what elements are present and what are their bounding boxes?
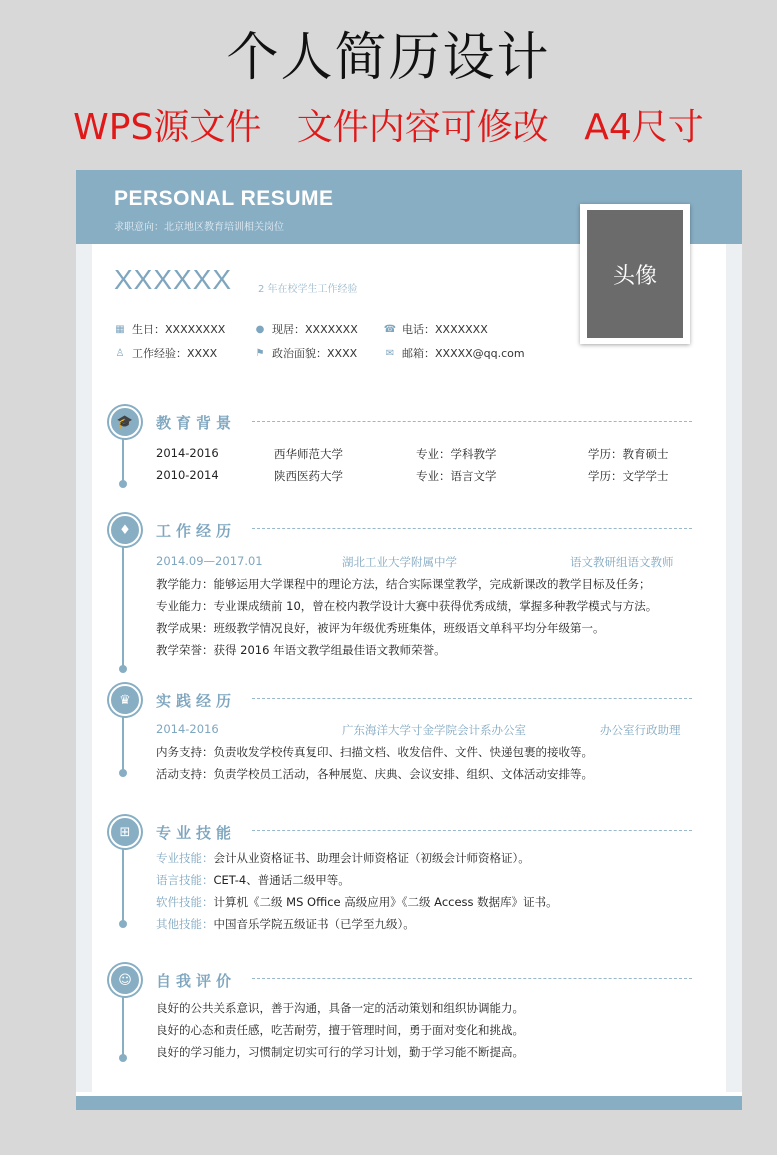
item-text: 计算机《二级 MS Office 高级应用》《二级 Access 数据库》证书。	[213, 895, 558, 909]
job-intent: 求职意向：北京地区教育培训相关岗位	[114, 222, 284, 233]
item-text: 能够运用大学课程中的理论方法，结合实际课堂教学，完成新课改的教学目标及任务；	[213, 577, 651, 591]
politics-text: 政治面貌：XXXX	[272, 347, 358, 360]
edu-period: 2014-2016	[156, 446, 219, 460]
banner-sub-3: A4尺寸	[584, 107, 704, 148]
person-icon: ♙	[115, 347, 125, 359]
self-line: 良好的公共关系意识，善于沟通，具备一定的活动策划和组织协调能力。	[156, 1001, 524, 1015]
item-text: 负责学校员工活动，各种展览、庆典、会议安排、组织、文体活动安排等。	[213, 767, 593, 781]
self-line: 良好的心态和责任感，吃苦耐劳，擅于管理时间，勇于面对变化和挑战。	[156, 1023, 524, 1037]
timeline-dot	[119, 480, 127, 488]
banner-subtitle	[0, 106, 777, 150]
item-text: 会计从业资格证书、助理会计师资格证（初级会计师资格证）。	[213, 851, 530, 865]
self-line: 良好的学习能力，习惯制定切实可行的学习计划，勤于学习能不断提高。	[156, 1045, 524, 1059]
item-label: 活动支持：	[156, 767, 214, 781]
item-label: 专业能力：	[156, 599, 214, 613]
graduation-cap-icon: 🎓	[109, 406, 141, 438]
work-role: 语文教研组语文教师	[570, 555, 674, 569]
experience-text: 工作经验：XXXX	[132, 347, 218, 360]
work-org: 湖北工业大学附属中学	[342, 555, 457, 569]
section-title-practice: 实践经历	[156, 692, 237, 710]
info-experience	[114, 345, 217, 361]
timeline-dot	[119, 665, 127, 673]
skill-item	[156, 872, 350, 888]
section-divider	[252, 421, 692, 422]
avatar	[587, 210, 683, 338]
email-text: 邮箱：XXXXX@qq.com	[402, 347, 525, 360]
timeline-education	[122, 436, 124, 482]
resume-page	[76, 170, 742, 1110]
info-phone	[384, 321, 488, 337]
section-title-work: 工作经历	[156, 522, 237, 540]
windows-grid-icon: ⊞	[109, 816, 141, 848]
item-text: CET-4、普通话二级甲等。	[213, 873, 350, 887]
tie-icon: ♦	[109, 514, 141, 546]
phone-text: 电话：XXXXXXX	[402, 323, 488, 336]
edu-major: 专业：学科教学	[416, 447, 497, 461]
trophy-icon: ♛	[109, 684, 141, 716]
info-email	[384, 345, 525, 361]
info-location	[254, 321, 358, 337]
skill-item	[156, 850, 530, 866]
item-label: 其他技能：	[156, 917, 214, 931]
right-margin-strip	[726, 244, 742, 1092]
location-text: 现居：XXXXXXX	[272, 323, 358, 336]
edu-school: 陕西医药大学	[274, 469, 343, 483]
section-divider	[252, 830, 692, 831]
skill-item	[156, 894, 558, 910]
work-item	[156, 642, 446, 658]
work-period: 2014.09—2017.01	[156, 554, 263, 568]
item-label: 教学能力：	[156, 577, 214, 591]
item-label: 软件技能：	[156, 895, 214, 909]
practice-role: 办公室行政助理	[600, 723, 681, 737]
timeline-self	[122, 992, 124, 1056]
practice-org: 广东海洋大学寸金学院会计系办公室	[342, 723, 526, 737]
timeline-work	[122, 542, 124, 668]
practice-item	[156, 744, 593, 760]
section-divider	[252, 698, 692, 699]
banner-title: 个人简历设计	[226, 28, 551, 88]
work-item	[156, 576, 651, 592]
banner-sub-2: 文件内容可修改	[296, 107, 549, 148]
section-divider	[252, 528, 692, 529]
section-title-self: 自我评价	[156, 972, 237, 990]
edu-school: 西华师范大学	[274, 447, 343, 461]
edu-major: 专业：语言文学	[416, 469, 497, 483]
item-text: 中国音乐学院五级证书（已学至九级）。	[213, 917, 415, 931]
item-label: 语言技能：	[156, 873, 214, 887]
phone-icon: ☎	[383, 323, 397, 335]
work-item	[156, 598, 657, 614]
practice-period: 2014-2016	[156, 722, 219, 736]
calendar-icon: ▦	[115, 323, 125, 335]
item-label: 专业技能：	[156, 851, 214, 865]
location-pin-icon: ●	[255, 323, 265, 335]
tagline: 2 年在校学生工作经验	[258, 284, 358, 295]
section-title-education: 教育背景	[156, 414, 237, 432]
timeline-dot	[119, 1054, 127, 1062]
timeline-skills	[122, 844, 124, 922]
item-label: 内务支持：	[156, 745, 214, 759]
avatar-label: 头像	[612, 263, 657, 289]
section-title-skills: 专业技能	[156, 824, 237, 842]
birth-text: 生日：XXXXXXXX	[132, 323, 226, 336]
item-text: 负责收发学校传真复印、扫描文档、收发信件、文件、快递包裹的接收等。	[213, 745, 593, 759]
left-margin-strip	[76, 244, 92, 1092]
skill-item	[156, 916, 415, 932]
flag-icon: ⚑	[255, 347, 265, 359]
practice-item	[156, 766, 593, 782]
edu-degree: 学历：文学学士	[588, 469, 669, 483]
mail-icon: ✉	[385, 347, 395, 359]
timeline-dot	[119, 920, 127, 928]
timeline-dot	[119, 769, 127, 777]
item-label: 教学成果：	[156, 621, 214, 635]
edu-degree: 学历：教育硕士	[588, 447, 669, 461]
item-label: 教学荣誉：	[156, 643, 214, 657]
section-divider	[252, 978, 692, 979]
footer-band	[76, 1096, 742, 1110]
candidate-name: XXXXXX	[114, 264, 233, 295]
item-text: 获得 2016 年语文教学组最佳语文教师荣誉。	[213, 643, 446, 657]
info-birth	[114, 321, 225, 337]
resume-title: PERSONAL RESUME	[114, 187, 334, 210]
timeline-practice	[122, 714, 124, 772]
edu-period: 2010-2014	[156, 468, 219, 482]
user-icon: ☺	[109, 964, 141, 996]
photo-frame	[580, 204, 690, 344]
banner-sub-1: WPS源文件	[73, 107, 262, 148]
item-text: 专业课成绩前 10，曾在校内教学设计大赛中获得优秀成绩，掌握多种教学模式与方法。	[213, 599, 658, 613]
work-item	[156, 620, 605, 636]
item-text: 班级教学情况良好，被评为年级优秀班集体，班级语文单科平均分年级第一。	[213, 621, 605, 635]
info-politics	[254, 345, 357, 361]
